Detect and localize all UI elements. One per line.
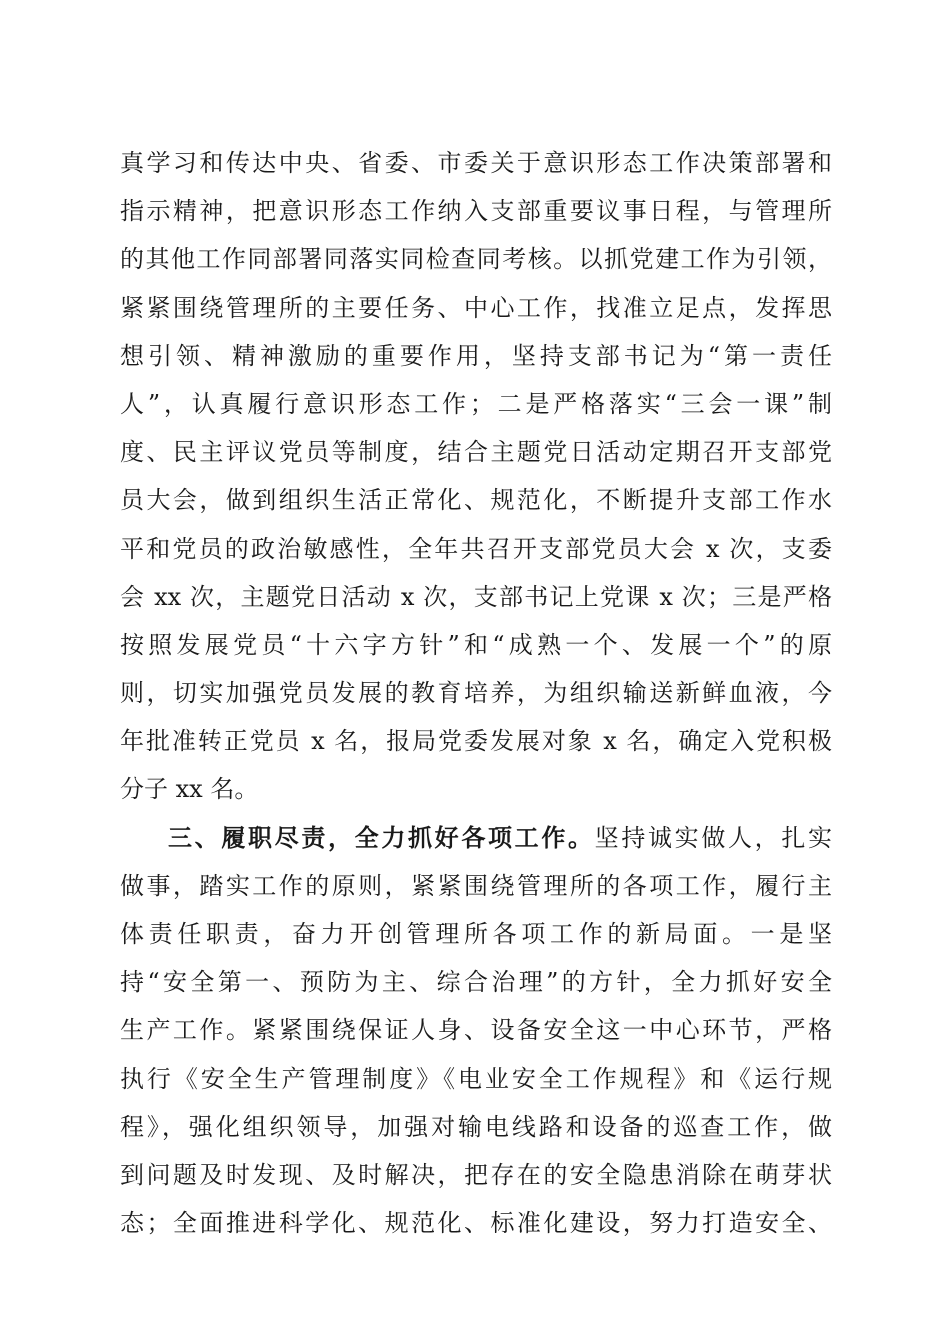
paragraph-ideology-work [120,139,832,814]
text-line: 指示精神，把意识形态工作纳入支部重要议事日程，与管理所 [120,197,832,226]
section-3-first-line [120,814,832,862]
text-line: 做事，踏实工作的原则，紧紧围绕管理所的各项工作，履行主 [120,871,832,900]
section-3-first-line-text: 坚持诚实做人，扎实 [594,823,833,852]
text-line: 生产工作。紧紧围绕保证人身、设备安全这一中心环节，严格 [120,1016,832,1045]
text-line: 持“安全第一、预防为主、综合治理”的方针，全力抓好安全 [120,968,832,997]
text-line: 员大会，做到组织生活正常化、规范化，不断提升支部工作水 [120,486,832,515]
section-3-heading: 三、履职尽责，全力抓好各项工作。 [168,823,595,852]
text-line: 年批准转正党员 x 名，报局党委发展对象 x 名，确定入党积极 [120,727,832,756]
text-line: 紧紧围绕管理所的主要任务、中心工作，找准立足点，发挥思 [120,293,832,322]
text-line: 态；全面推进科学化、规范化、标准化建设，努力打造安全、 [120,1209,832,1238]
text-line: 到问题及时发现、及时解决，把存在的安全隐患消除在萌芽状 [120,1160,832,1189]
text-line: 真学习和传达中央、省委、市委关于意识形态工作决策部署和 [120,149,832,177]
text-line: 的其他工作同部署同落实同检查同考核。以抓党建工作为引领， [120,245,832,274]
text-line: 会 xx 次，主题党日活动 x 次，支部书记上党课 x 次；三是严格 [120,582,832,611]
text-line: 平和党员的政治敏感性，全年共召开支部党员大会 x 次，支委 [120,534,832,563]
text-line: 执行《安全生产管理制度》《电业安全工作规程》和《运行规 [120,1064,832,1093]
paragraph-section-3 [120,814,832,1248]
text-line: 想引领、精神激励的重要作用，坚持支部书记为“第一责任 [120,341,832,370]
text-line: 按照发展党员“十六字方针”和“成熟一个、发展一个”的原 [120,630,832,659]
text-line: 分子 xx 名。 [120,775,259,804]
text-line: 度、民主评议党员等制度，结合主题党日活动定期召开支部党 [120,438,832,467]
text-line: 则，切实加强党员发展的教育培养，为组织输送新鲜血液，今 [120,679,832,708]
text-line: 程》，强化组织领导，加强对输电线路和设备的巡查工作，做 [120,1112,832,1141]
body-text [120,139,832,1247]
text-line: 体责任职责，奋力开创管理所各项工作的新局面。一是坚 [120,920,832,948]
text-line: 人”，认真履行意识形态工作；二是严格落实“三会一课”制 [120,389,832,418]
